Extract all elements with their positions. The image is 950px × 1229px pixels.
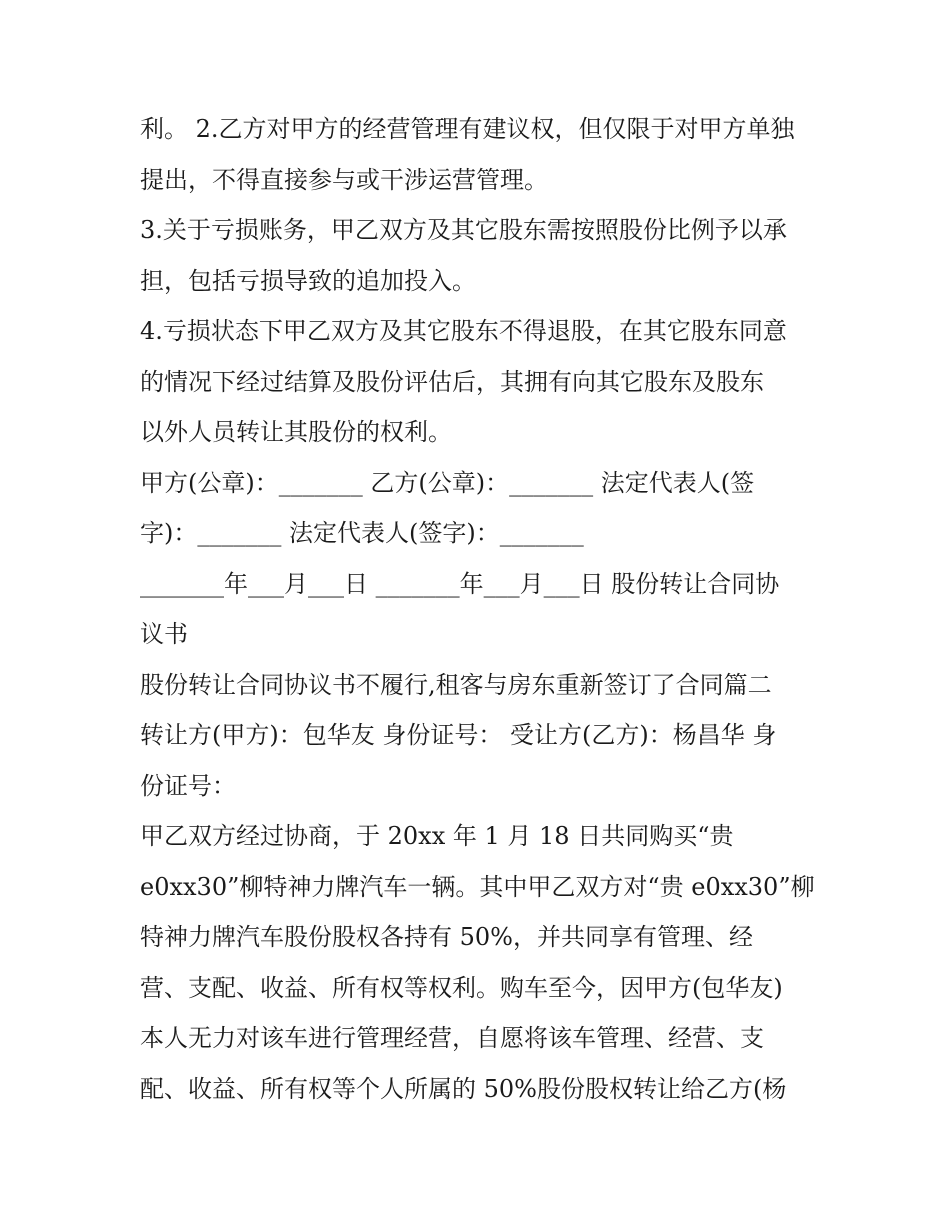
text-line: 特神力牌汽车股份股权各持有 50%，并共同享有管理、经: [140, 923, 753, 951]
text-line: 转让方(甲方)：包华友 身份证号： 受让方(乙方)：杨昌华 身: [140, 721, 777, 749]
text-line: 3.关于亏损账务，甲乙双方及其它股东需按照股份比例予以承: [140, 216, 787, 244]
date-line: _______年___月___日 _______年___月___日 股份转让合同协: [140, 569, 780, 598]
text-line: 以外人员转让其股份的权利。: [140, 418, 452, 446]
text-line: 本人无力对该车进行管理经营，自愿将该车管理、经营、支: [140, 1024, 764, 1052]
text-line: 配、收益、所有权等个人所属的 50%股份股权转让给乙方(杨: [140, 1074, 787, 1103]
section-title: 股份转让合同协议书不履行,租客与房东重新签订了合同篇二: [140, 670, 772, 699]
text-line: 营、支配、收益、所有权等权利。购车至今，因甲方(包华友): [140, 973, 783, 1002]
signature-line: 甲方(公章)：_______ 乙方(公章)：_______ 法定代表人(签: [140, 468, 755, 497]
text-line: e0xx30”柳特神力牌汽车一辆。其中甲乙双方对“贵 e0xx30”柳: [140, 872, 815, 901]
text-line: 利。 2.乙方对甲方的经营管理有建议权，但仅限于对甲方单独: [140, 115, 795, 143]
text-line: 份证号：: [140, 771, 236, 800]
text-line: 4.亏损状态下甲乙双方及其它股东不得退股，在其它股东同意: [140, 317, 787, 345]
text-line: 的情况下经过结算及股份评估后，其拥有向其它股东及股东: [140, 367, 764, 396]
signature-line: 字)：_______ 法定代表人(签字)：_______: [140, 519, 584, 547]
text-line: 担，包括亏损导致的追加投入。: [140, 266, 476, 295]
text-line: 提出，不得直接参与或干涉运营管理。: [140, 165, 548, 194]
text-line: 甲乙双方经过协商，于 20xx 年 1 月 18 日共同购买“贵: [140, 822, 734, 850]
document-body: [140, 104, 820, 1114]
text-line: 议书: [140, 620, 188, 648]
